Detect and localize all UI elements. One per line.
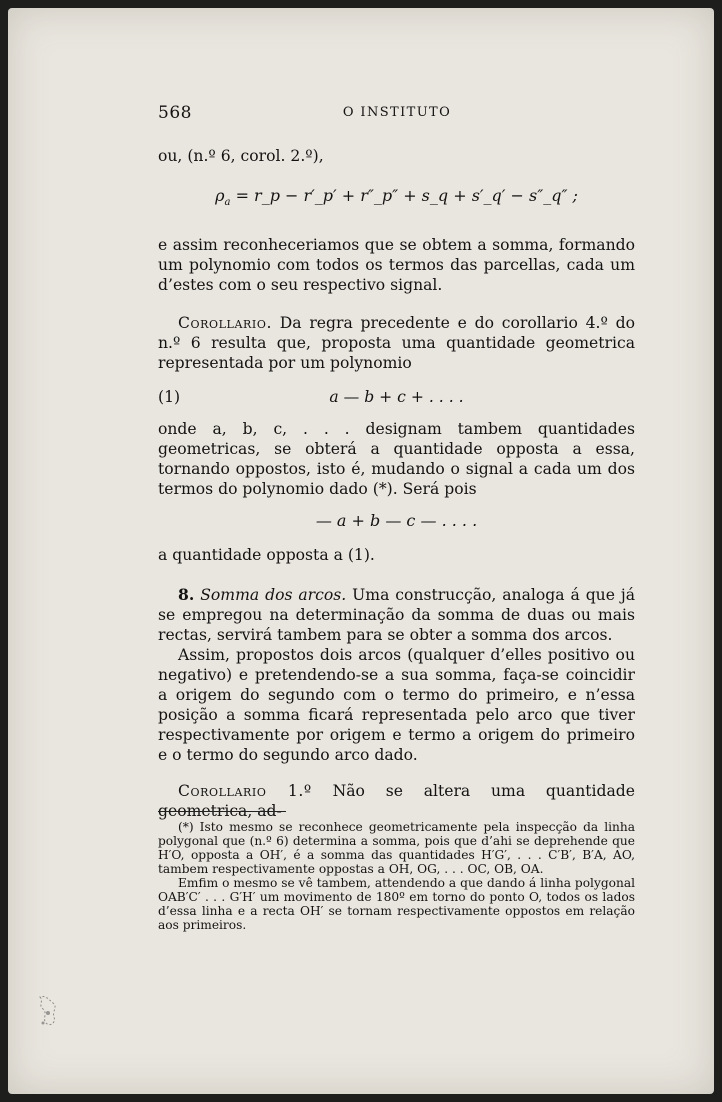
paragraph-assim-2: Assim, propostos dois arcos (qualquer d’elles positivo ou negativo) e pretendendo-se a sua somma, faça-se coincidir a origem do segundo com o termo do primeiro, e n’essa posição a somma ficará representada pelo arco que tiver respectivamente por origem e termo a origem do primeiro e o termo do segundo arco dado. xyxy=(158,646,635,765)
formula-rho: ρ xyxy=(215,186,225,205)
footnote-2: Emfim o mesmo se vê tambem, attendendo a que dando á linha polygonal OAB′C′ . . . G′H′ um movimento de 180º em torno do ponto O, todos os lados d’essa linha e a recta OH′ se tornam respectivamente oppostos em relação aos primeiros. xyxy=(158,876,635,932)
paper-stain-mark xyxy=(34,993,62,1033)
footnote-rule xyxy=(158,811,286,812)
paragraph-onde: onde a, b, c, . . . designam tambem quantidades geometricas, se obterá a quantidade opposta a essa, tornando oppostos, isto é, mudando o signal a cada um dos termos do polynomio dado (*). Será pois xyxy=(158,420,635,499)
formula-rho-subscript: a xyxy=(224,197,231,209)
formula-terms: = r_p − r′_p′ + r″_p″ + s_q + s′_q′ − s″_q″ ; xyxy=(235,186,578,205)
section-text: Uma construcção, analoga á que já se empregou na determinação da somma de duas ou mais rectas, servirá tambem para se obter a somma dos arcos. xyxy=(158,586,636,645)
body-text xyxy=(158,146,635,821)
section-title: Somma dos arcos. xyxy=(200,586,347,605)
page-number: 568 xyxy=(158,103,192,123)
corollario-2-label: Corollario 1.º xyxy=(178,782,312,801)
paragraph-assim: e assim reconheceriamos que se obtem a somma, formando um polynomio com todos os termos das parcellas, cada um d’estes com o seu respectivo signal. xyxy=(158,236,635,295)
corollario-2-text: Não se altera uma quantidade geometrica, ad- xyxy=(158,782,636,821)
section-number: 8. xyxy=(178,585,195,605)
equation-2: — a + b — c — . . . . xyxy=(315,511,478,531)
corollario-text: Da regra precedente e do corollario 4.º do n.º 6 resulta que, proposta uma quantidade geometrica representada por um polynomio xyxy=(158,314,635,373)
corollario-label: Corollario. xyxy=(178,314,273,333)
sum-formula xyxy=(158,186,635,213)
footnote-1: (*) Isto mesmo se reconhece geometricamente pela inspecção da linha polygonal que (n.º 6) determina a somma, pois que d’ahi se deprehende que H′O, opposta a OH′, é a somma das quantidades H′G′, . . . C′B′, B′A, AO, tambem respectivamente oppostas a OH, OG, . . . OC, OB, OA. xyxy=(158,820,635,876)
document-page xyxy=(8,8,714,1094)
corollario-paragraph xyxy=(158,313,635,373)
page-header xyxy=(158,103,636,127)
equation-1-label: (1) xyxy=(158,388,181,407)
paragraph-opposta: a quantidade opposta a (1). xyxy=(158,546,375,565)
intro-line: ou, (n.º 6, corol. 2.º), xyxy=(158,147,324,165)
footnotes xyxy=(158,811,635,932)
section-8-paragraph xyxy=(158,585,635,645)
equation-1 xyxy=(158,387,635,411)
equation-1-expression: a — b + c + . . . . xyxy=(329,388,464,407)
running-title: O INSTITUTO xyxy=(342,105,452,120)
